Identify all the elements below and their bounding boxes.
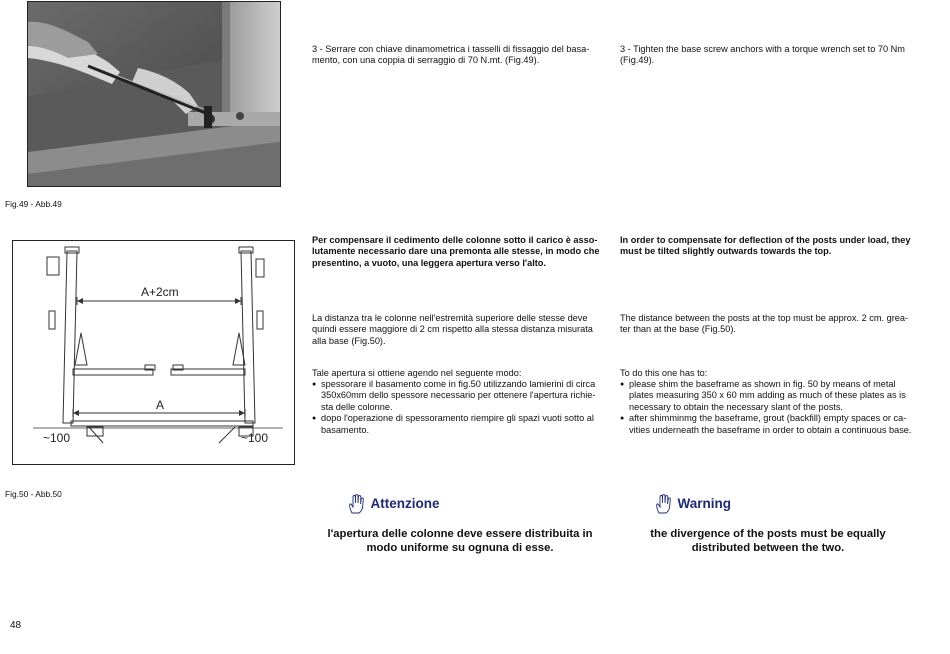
step3-italian: 3 - Serrare con chiave dinamometrica i tasselli di fissaggio del basa- mento, con una coppia di serraggio di 70 N.mt. (Fig.49). (312, 44, 590, 66)
warning-italian-body: l'apertura delle colonne deve essere distribuita in modo uniforme su ognuna di esse. (327, 528, 593, 554)
step3-english: 3 - Tighten the base screw anchors with a torque wrench set to 70 Nm (Fig.49). (620, 44, 905, 66)
fig50-label-top: A+2cm (141, 285, 179, 299)
warning-english-body: the divergence of the posts must be equally distributed between the two. (650, 528, 886, 554)
italian-intro: Per compensare il cedimento delle colonne sotto il carico è asso- lutamente necessario dare una premonta alle stesse, in modo che presentino, a vuoto, una leggera apertura verso l'alto. (312, 235, 600, 268)
post-divergence-diagram (13, 241, 294, 464)
warning-english-heading (655, 494, 731, 514)
raised-hand-icon (655, 494, 673, 514)
raised-hand-icon (348, 494, 366, 514)
fig50-diagram (12, 240, 295, 465)
fig49-photo (27, 1, 281, 187)
fig50-label-bottom: A (156, 398, 165, 412)
fig50-label-right: ~100 (241, 431, 269, 445)
list-item: ● after shimminmg the baseframe, grout (backfill) empty spaces or ca- vities underneath the baseframe in order to obtain a continuous base. (620, 413, 930, 436)
list-item: ● dopo l'operazione di spessoramento riempire gli spazi vuoti sotto al basamento. (312, 413, 612, 436)
fig50-label-left: ~100 (43, 431, 71, 445)
fig50-caption: Fig.50 - Abb.50 (5, 489, 62, 499)
warning-english-title: Warning (677, 496, 731, 512)
italian-method-intro: Tale apertura si ottiene agendo nel seguente modo: (312, 368, 522, 378)
english-bullet-list (620, 379, 930, 436)
warning-italian-title: Attenzione (370, 496, 440, 512)
italian-bullet-list (312, 379, 612, 436)
warning-italian-heading (348, 494, 439, 514)
page-number: 48 (10, 620, 22, 631)
english-method-intro: To do this one has to: (620, 368, 708, 378)
fig49-caption: Fig.49 - Abb.49 (5, 199, 62, 209)
list-item: ● spessorare il basamento come in fig.50 utilizzando lamierini di circa 350x60mm dello spessore necessario per ottenere l'apertura richie- sta delle colonne. (312, 379, 612, 413)
english-distance: The distance between the posts at the top must be approx. 2 cm. grea- ter than at the base (Fig.50). (620, 313, 909, 335)
italian-distance: La distanza tra le colonne nell'estremità superiore delle stesse deve quindi essere maggiore di 2 cm rispetto alla stessa distanza misurata alla base (Fig.50). (312, 313, 593, 346)
list-item: ● please shim the baseframe as shown in fig. 50 by means of metal plates measuring 350 x 60 mm adding as much of these plates as is necessary to obtain the necessary slant of the posts. (620, 379, 930, 413)
english-intro: In order to compensate for deflection of the posts under load, they must be tilted slightly outwards towards the top. (620, 235, 911, 257)
torque-wrench-photo-illustration (28, 2, 280, 186)
